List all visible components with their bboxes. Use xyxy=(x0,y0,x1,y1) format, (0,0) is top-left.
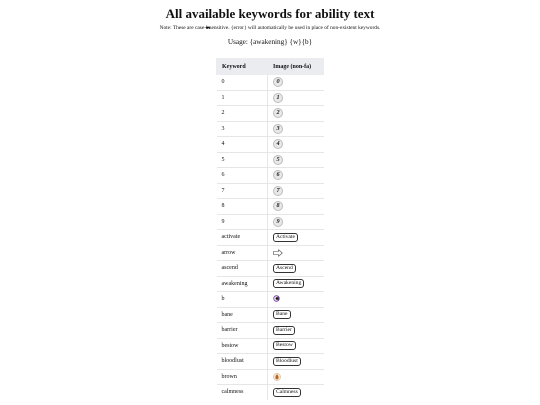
digit-2-icon: 2 xyxy=(273,108,283,118)
keyword-cell: arrow xyxy=(217,245,268,261)
table-row xyxy=(217,90,324,106)
image-cell xyxy=(268,75,324,91)
note-text-overlap: in xyxy=(206,25,210,31)
arrow-right-icon xyxy=(273,249,283,257)
table-row xyxy=(217,292,324,308)
keyword-cell: 0 xyxy=(217,75,268,91)
image-cell xyxy=(268,292,324,308)
image-cell xyxy=(268,90,324,106)
table-row xyxy=(217,307,324,323)
digit-6-icon: 6 xyxy=(273,170,283,180)
image-cell xyxy=(268,230,324,246)
keyword-cell: calmness xyxy=(217,385,268,400)
digit-7-icon: 7 xyxy=(273,186,283,196)
table-row xyxy=(217,214,324,230)
image-cell xyxy=(268,106,324,122)
table-row xyxy=(217,338,324,354)
table-row xyxy=(217,199,324,215)
keyword-cell: bestow xyxy=(217,338,268,354)
note-text-start: Note: These are case- xyxy=(159,25,207,31)
bestow-tag-icon: Bestow xyxy=(273,341,296,350)
keyword-cell: brown xyxy=(217,369,268,385)
table-row xyxy=(217,152,324,168)
header-keyword: Keyword xyxy=(217,59,268,75)
keyword-cell: 4 xyxy=(217,137,268,153)
image-cell xyxy=(268,121,324,137)
keyword-table-body xyxy=(217,75,324,400)
digit-0-icon: 0 xyxy=(273,77,283,87)
keyword-cell: 8 xyxy=(217,199,268,215)
table-row xyxy=(217,369,324,385)
brown-mana-icon xyxy=(273,373,281,381)
table-row xyxy=(217,183,324,199)
image-cell xyxy=(268,214,324,230)
case-sensitivity-note xyxy=(0,24,540,32)
calmness-tag-icon: Calmness xyxy=(273,388,301,397)
table-row xyxy=(217,75,324,91)
image-cell xyxy=(268,183,324,199)
image-cell xyxy=(268,385,324,400)
image-cell xyxy=(268,199,324,215)
barrier-tag-icon: Barrier xyxy=(273,326,295,335)
image-cell xyxy=(268,168,324,184)
table-row xyxy=(217,323,324,339)
keyword-cell: ascend xyxy=(217,261,268,277)
keyword-cell: awakening xyxy=(217,276,268,292)
keyword-cell: bloodlust xyxy=(217,354,268,370)
black-mana-icon xyxy=(273,295,280,302)
image-cell xyxy=(268,338,324,354)
keyword-cell: b xyxy=(217,292,268,308)
image-cell xyxy=(268,369,324,385)
table-row xyxy=(217,137,324,153)
keyword-table xyxy=(216,58,324,400)
awakening-tag-icon: Awakening xyxy=(273,279,304,288)
keyword-cell: 6 xyxy=(217,168,268,184)
table-row xyxy=(217,354,324,370)
digit-8-icon: 8 xyxy=(273,201,283,211)
header-image: Image (non-fa) xyxy=(268,59,324,75)
digit-3-icon: 3 xyxy=(273,124,283,134)
table-header-row xyxy=(217,59,324,75)
image-cell xyxy=(268,137,324,153)
image-cell xyxy=(268,276,324,292)
usage-line: Usage: {awakening} {w}{b} xyxy=(227,38,313,46)
digit-9-icon: 9 xyxy=(273,217,283,227)
note-text-end: sensitive. {error} will automatically be used in place of non-existent keywords. xyxy=(209,25,381,31)
image-cell xyxy=(268,354,324,370)
image-cell xyxy=(268,261,324,277)
digit-1-icon: 1 xyxy=(273,93,283,103)
keyword-cell: 1 xyxy=(217,90,268,106)
keyword-cell: barrier xyxy=(217,323,268,339)
activate-tag-icon: Activate xyxy=(273,233,298,242)
table-row xyxy=(217,385,324,400)
digit-5-icon: 5 xyxy=(273,155,283,165)
image-cell xyxy=(268,307,324,323)
page-title: All available keywords for ability text xyxy=(165,6,375,21)
digit-4-icon: 4 xyxy=(273,139,283,149)
keyword-cell: 5 xyxy=(217,152,268,168)
bloodlust-tag-icon: Bloodlust xyxy=(273,357,301,366)
image-cell xyxy=(268,323,324,339)
table-row xyxy=(217,121,324,137)
keyword-cell: bane xyxy=(217,307,268,323)
keyword-cell: activate xyxy=(217,230,268,246)
table-row xyxy=(217,261,324,277)
table-row xyxy=(217,230,324,246)
keyword-cell: 7 xyxy=(217,183,268,199)
table-row xyxy=(217,168,324,184)
image-cell xyxy=(268,152,324,168)
keyword-cell: 2 xyxy=(217,106,268,122)
table-row xyxy=(217,106,324,122)
ascend-tag-icon: Ascend xyxy=(273,264,296,273)
keyword-cell: 3 xyxy=(217,121,268,137)
table-row xyxy=(217,245,324,261)
bane-tag-icon: Bane xyxy=(273,310,291,319)
table-row xyxy=(217,276,324,292)
image-cell xyxy=(268,245,324,261)
keyword-cell: 9 xyxy=(217,214,268,230)
